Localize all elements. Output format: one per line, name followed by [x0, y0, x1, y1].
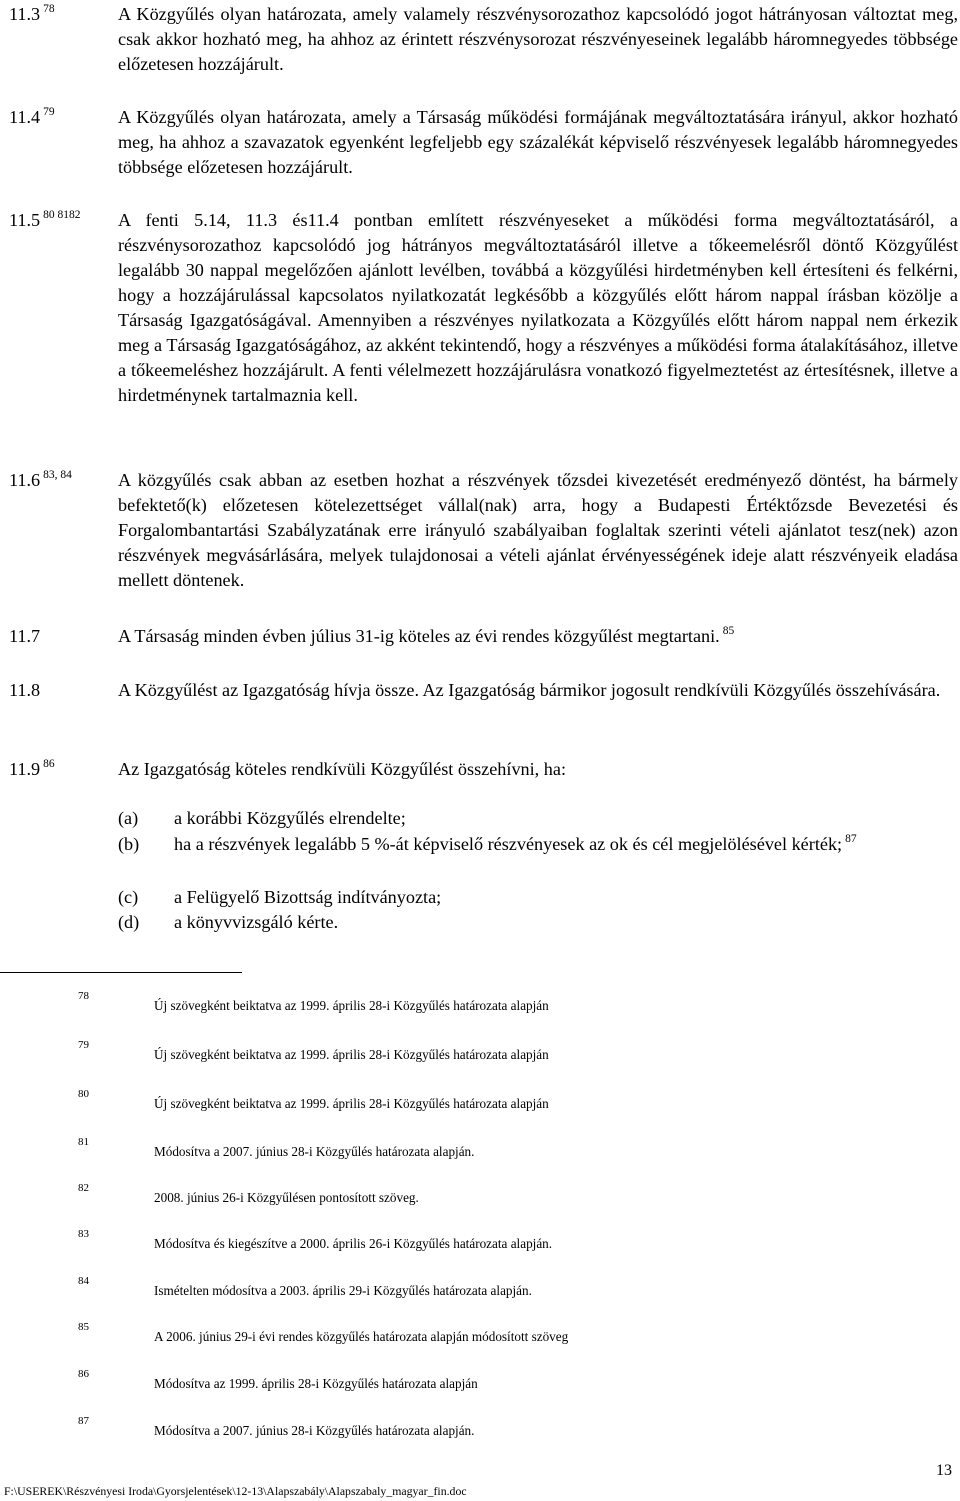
list-text: a Felügyelő Bizottság indítványozta;	[174, 887, 442, 907]
list-text: a korábbi Közgyűlés elrendelte;	[174, 808, 406, 828]
footnote-number: 81	[78, 1136, 89, 1148]
file-path: F:\USEREK\Részvényesi Iroda\Gyorsjelentések\12-13\Alapszabály\Alapszabaly_magyar_fin.doc	[4, 1484, 467, 1498]
list-label: (b)	[118, 834, 140, 854]
footnote-text: Módosítva az 1999. április 28-i Közgyűlés határozata alapján	[154, 1376, 478, 1391]
section-number: 11.5 $^{80 8182}$	[9, 209, 81, 230]
footnote-ref: 78	[43, 3, 55, 15]
section-text: A Közgyűlés olyan határozata, amely a Társaság működési formájának megváltoztatására irányul, akkor hozható meg, ha ahhoz a szavazatok egyenként legfeljebb egy százalékát képviselő részvényesek legalább háromnegyedes többsége előzetesen hozzájárult.	[118, 107, 958, 177]
section-text: A fenti 5.14, 11.3 és11.4 pontban említett részvényeseket a működési forma megváltoztatásáról, a részvénysorozathoz kapcsolódó jog hátrányos megváltoztatásáról illetve a tőkeemelésről döntő Közgyűlést legalább 30 nappal megelőzően ajánlott levélben, továbbá a közgyűlési hirdetményben kell értesíteni és felkérni, hogy a hozzájárulással kapcsolatos nyilatkozatát legkésőbb a közgyűlés előtt három nappal írásban közölje a Társaság Igazgatóságával. Amennyiben a részvényes nyilatkozata a Közgyűlés előtt három nappal nem érkezik meg a Társaság Igazgatóságához, az akként tekintendő, hogy a részvényes a működési forma átalakításához, illetve a tőkeemeléshez hozzájárult. A fenti vélelmezett hozzájárulásra vonatkozó figyelmeztetést az értesítésnek, illetve a hirdetménynek tartalmaznia kell.	[118, 210, 958, 405]
section-number: 11.4 $^{79}$	[9, 106, 55, 127]
footnote-number: 82	[78, 1182, 89, 1194]
footnote-ref: 83, 84	[43, 469, 72, 481]
footnote-text: Új szövegként beiktatva az 1999. április 28-i Közgyűlés határozata alapján	[154, 998, 549, 1013]
list-text: a könyvvizsgáló kérte.	[174, 912, 339, 932]
footnote-number: 84	[78, 1275, 89, 1287]
footnote-text: Módosítva a 2007. június 28-i Közgyűlés határozata alapján.	[154, 1423, 475, 1438]
list-label: (a)	[118, 808, 139, 828]
section-text: A közgyűlés csak abban az esetben hozhat a részvények tőzsdei kivezetését eredményező döntést, ha bármely befektető(k) előzetesen kötelezettséget vállal(nak) arra, hogy a Budapesti Értéktőzsde Bevezetési és Forgalombantartási Szabályzatának erre irányuló szabályaiban foglaltak szerinti vételi ajánlatot tesz(nek) azon részvények megvásárlására, melyek tulajdonosai a vételi ajánlat érvényességének ideje alatt részvényeik eladása mellett döntenek.	[118, 470, 958, 590]
footnote-text: A 2006. június 29-i évi rendes közgyűlés határozata alapján módosított szöveg	[154, 1329, 569, 1344]
footnote-separator	[0, 972, 242, 973]
footnote-number: 83	[78, 1228, 89, 1240]
section-text: Az Igazgatóság köteles rendkívüli Közgyűlést összehívni, ha:	[118, 759, 567, 779]
section-number: 11.9 $^{86}$	[9, 758, 55, 779]
footnote-ref: 80 8182	[43, 209, 81, 221]
footnote-number: 85	[78, 1321, 89, 1333]
footnote-number: 79	[78, 1039, 89, 1051]
footnote-text: Új szövegként beiktatva az 1999. április 28-i Közgyűlés határozata alapján	[154, 1047, 549, 1062]
footnote-text: Módosítva a 2007. június 28-i Közgyűlés határozata alapján.	[154, 1144, 475, 1159]
footnote-ref: 85	[722, 625, 735, 637]
section-text: A Közgyűlést az Igazgatóság hívja össze. Az Igazgatóság bármikor jogosult rendkívüli Közgyűlés összehívására.	[118, 680, 941, 700]
footnote-number: 78	[78, 990, 89, 1002]
list-label: (c)	[118, 887, 139, 907]
footnote-ref: 87	[845, 833, 857, 845]
footnote-text: Ismételten módosítva a 2003. április 29-i Közgyűlés határozata alapján.	[154, 1283, 532, 1298]
footnote-text: Módosítva és kiegészítve a 2000. április 26-i Közgyűlés határozata alapján.	[154, 1236, 553, 1251]
footnote-number: 87	[78, 1415, 89, 1427]
footnote-ref: 79	[43, 106, 55, 118]
footnote-text: 2008. június 26-i Közgyűlésen pontosított szöveg.	[154, 1190, 419, 1205]
footnote-ref: 86	[43, 758, 55, 770]
list-label: (d)	[118, 912, 140, 932]
page-number: 13	[936, 1462, 952, 1479]
footnote-number: 86	[78, 1368, 89, 1380]
section-number: 11.7	[9, 626, 41, 646]
section-text: A Közgyűlés olyan határozata, amely valamely részvénysorozathoz kapcsolódó jogot hátrányosan változtat meg, csak akkor hozható meg, ha ahhoz az érintett részvénysorozat részvényeseinek legalább háromnegyedes többsége előzetesen hozzájárult.	[118, 4, 958, 74]
footnote-text: Új szövegként beiktatva az 1999. április 28-i Közgyűlés határozata alapján	[154, 1096, 549, 1111]
list-text: ha a részvények legalább 5 %-át képviselő részvényesek az ok és cél megjelölésével kérték; $^{87}$	[174, 833, 857, 854]
section-number: 11.6 $^{83, 84}$	[9, 469, 72, 490]
section-number: 11.8	[9, 680, 41, 700]
section-text: A Társaság minden évben július 31-ig köteles az évi rendes közgyűlést megtartani. $^{85}$	[118, 625, 735, 646]
footnote-number: 80	[78, 1088, 89, 1100]
section-number: 11.3 $^{78}$	[9, 3, 55, 24]
